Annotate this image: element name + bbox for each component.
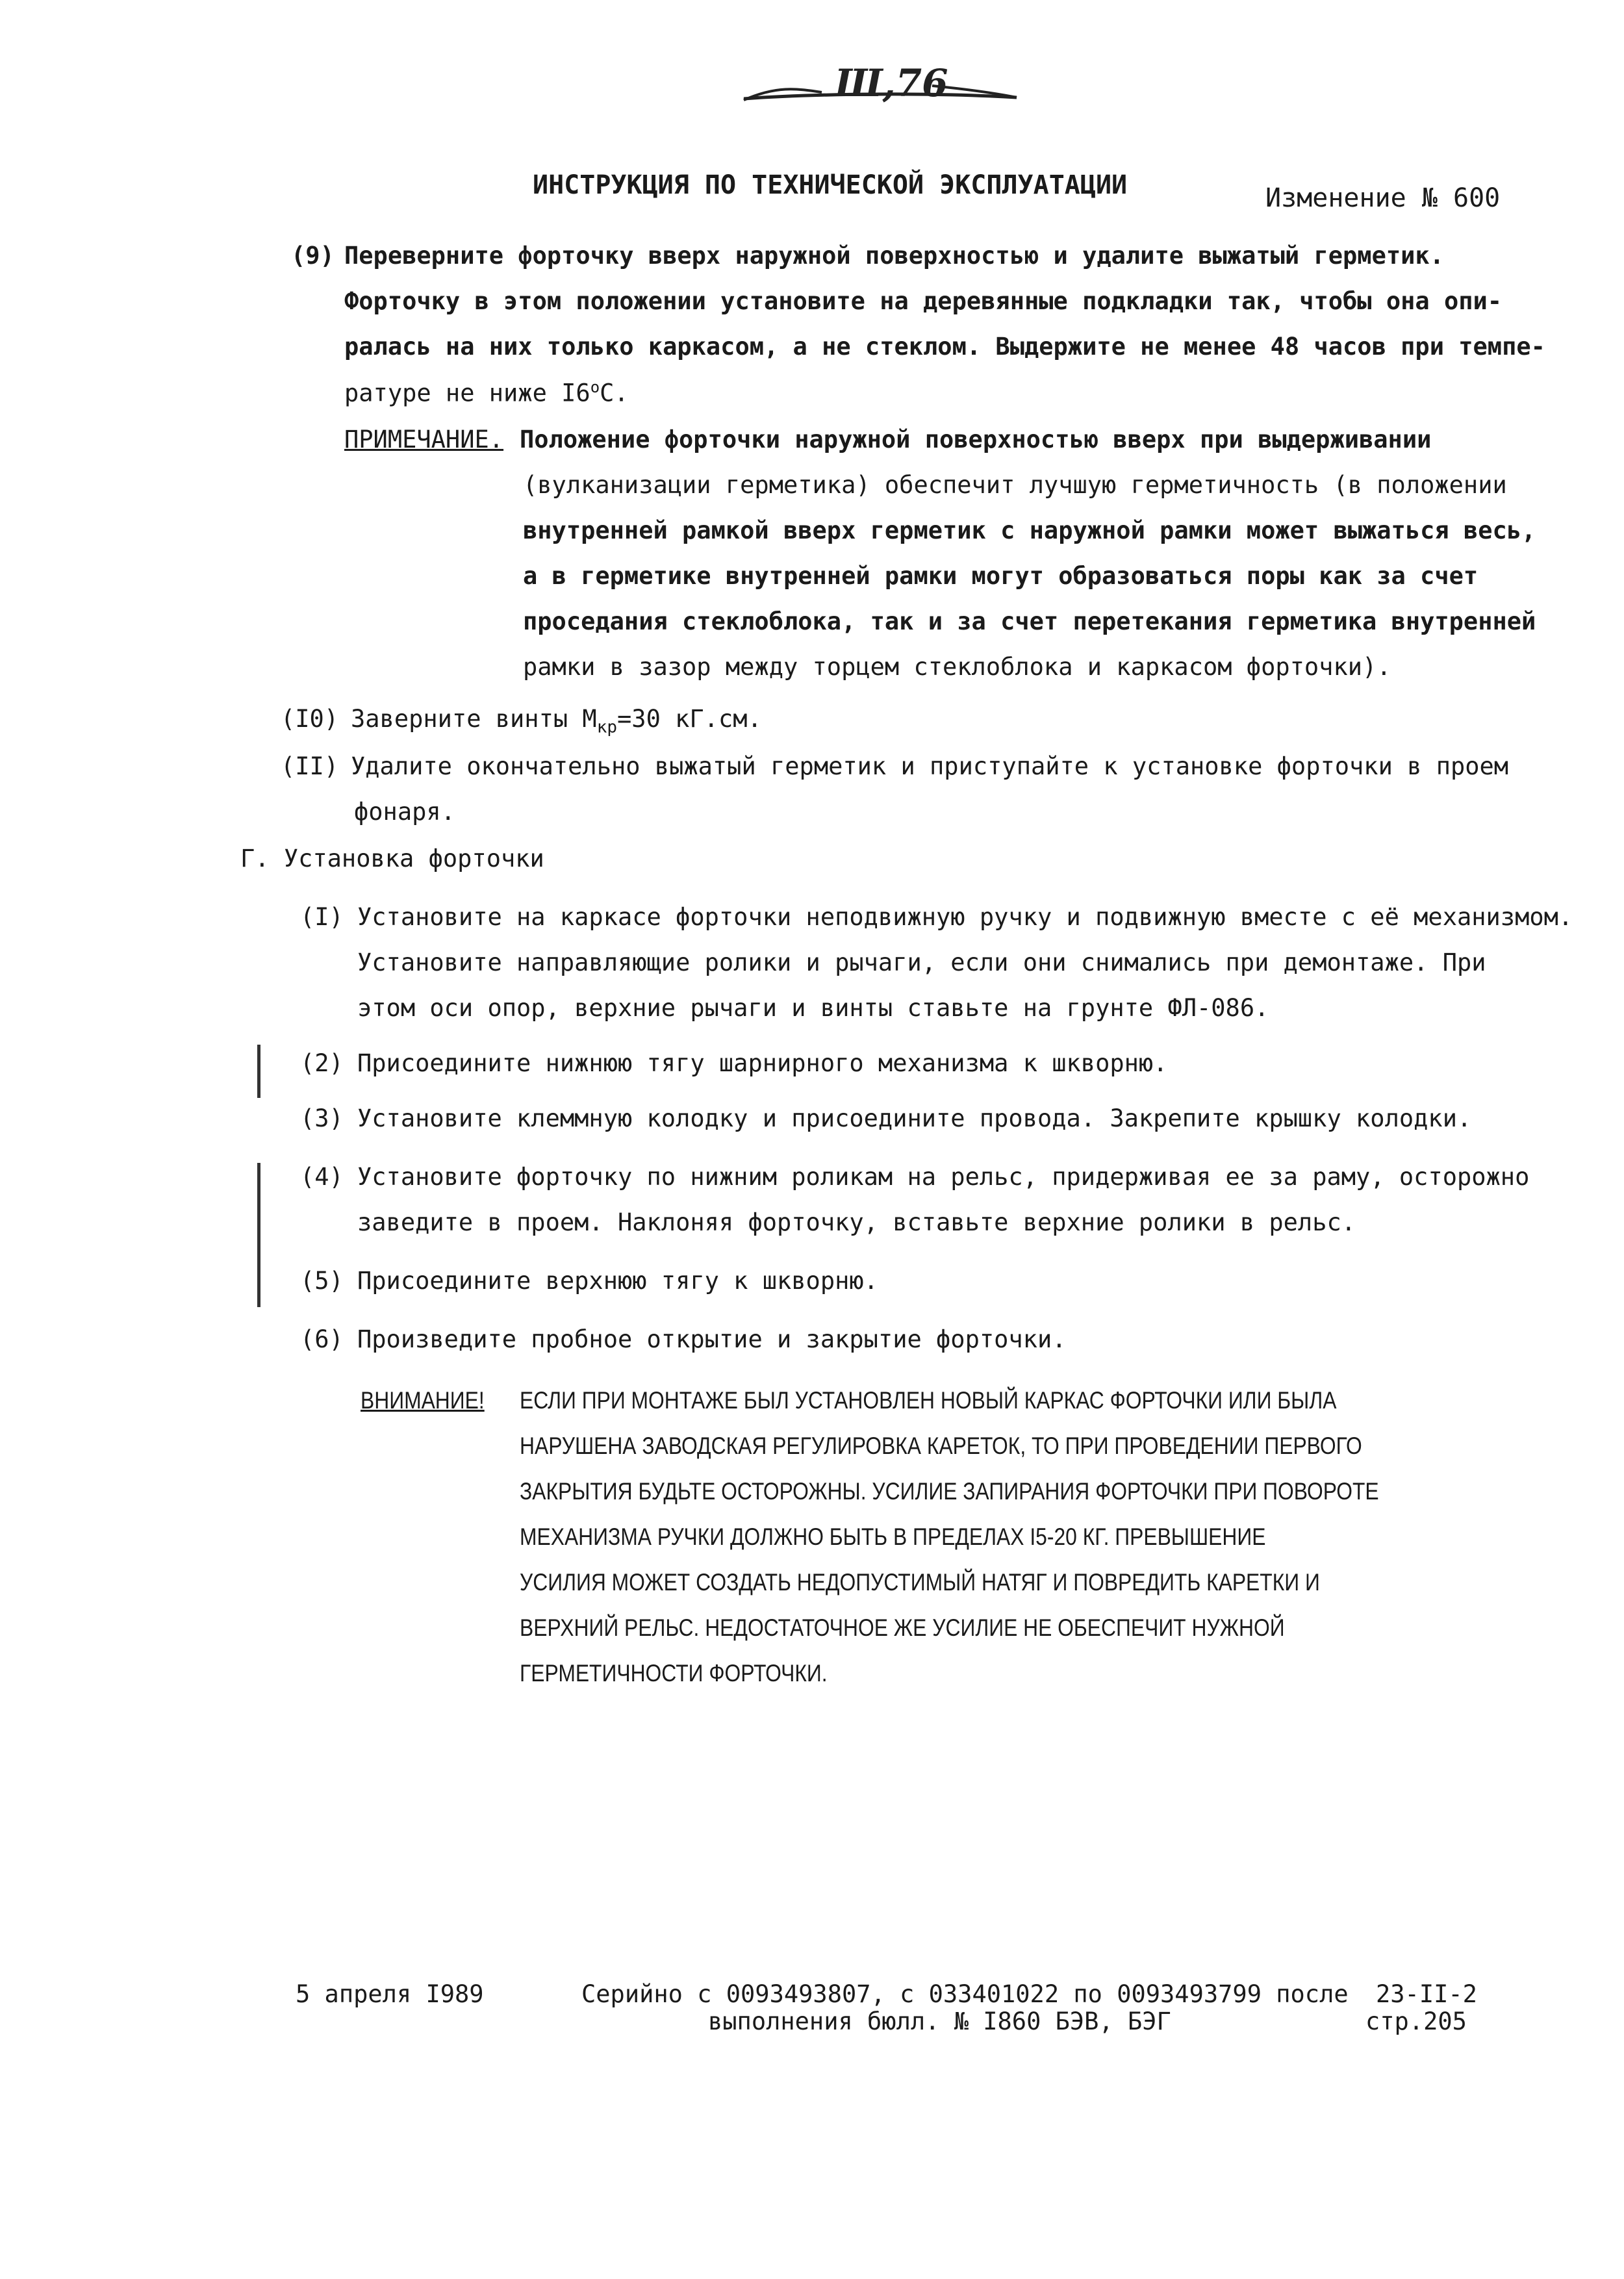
step-text: Переверните форточку вверх наружной поверхностью и удалите выжатый герметик. <box>344 242 1444 270</box>
change-bar <box>257 1045 260 1098</box>
warning-text: УСИЛИЯ МОЖЕТ СОЗДАТЬ НЕДОПУСТИМЫЙ НАТЯГ И ПОВРЕДИТЬ КАРЕТКИ И <box>520 1569 1320 1596</box>
step-number: (I) <box>300 903 344 931</box>
change-number: Изменение № 600 <box>1265 183 1501 213</box>
step-number: (3) <box>300 1104 344 1132</box>
step-text: Установите на каркасе форточки неподвижную ручку и подвижную вместе с её механизмом. <box>357 903 1573 931</box>
footer-serial: выполнения бюлл. № I860 БЭВ, БЭГ <box>708 2007 1171 2035</box>
note-text: внутренней рамкой вверх герметик с наружной рамки может выжаться весь, <box>523 516 1536 544</box>
warning-text: ВЕРХНИЙ РЕЛЬС. НЕДОСТАТОЧНОЕ ЖЕ УСИЛИЕ НЕ ОБЕСПЕЧИТ НУЖНОЙ <box>520 1614 1285 1641</box>
warning-text: МЕХАНИЗМА РУЧКИ ДОЛЖНО БЫТЬ В ПРЕДЕЛАХ I5-20 КГ. ПРЕВЫШЕНИЕ <box>520 1523 1266 1550</box>
step-number: (I0) <box>281 705 339 733</box>
step-number: (II) <box>281 752 339 780</box>
step-text: Установите клеммную колодку и присоедините провода. Закрепите крышку колодки. <box>357 1104 1472 1132</box>
footer-serial: Серийно с 0093493807, с 033401022 по 0093493799 после <box>581 1980 1349 2008</box>
handwritten-page-mark <box>737 60 1023 112</box>
step-text: Форточку в этом положении установите на деревянные подкладки так, чтобы она опи- <box>344 287 1503 315</box>
page-title: ИНСТРУКЦИЯ ПО ТЕХНИЧЕСКОЙ ЭКСПЛУАТАЦИИ <box>533 170 1128 200</box>
warning-text: ЕСЛИ ПРИ МОНТАЖЕ БЫЛ УСТАНОВЛЕН НОВЫЙ КАРКАС ФОРТОЧКИ ИЛИ БЫЛА <box>520 1387 1337 1414</box>
footer-page: стр.205 <box>1365 2007 1467 2035</box>
step-number: (4) <box>300 1163 344 1191</box>
step-text: Присоедините нижнюю тягу шарнирного механизма к шкворню. <box>357 1049 1168 1077</box>
note-label: ПРИМЕЧАНИЕ. <box>344 426 504 453</box>
warning-text: ГЕРМЕТИЧНОСТИ ФОРТОЧКИ. <box>520 1660 828 1687</box>
step-text: Произведите пробное открытие и закрытие форточки. <box>357 1325 1067 1353</box>
step-number: (6) <box>300 1325 344 1353</box>
step-number: (2) <box>300 1049 344 1077</box>
warning-text: ЗАКРЫТИЯ БУДЬТЕ ОСТОРОЖНЫ. УСИЛИЕ ЗАПИРАНИЯ ФОРТОЧКИ ПРИ ПОВОРОТЕ <box>520 1478 1379 1505</box>
footer-date: 5 апреля I989 <box>296 1980 484 2008</box>
step-text: Удалите окончательно выжатый герметик и приступайте к установке форточки в проем <box>351 752 1509 780</box>
change-bar <box>257 1163 260 1307</box>
footer-section: 23-II-2 <box>1376 1980 1477 2008</box>
step-text: ралась на них только каркасом, а не стеклом. Выдержите не менее 48 часов при темпе- <box>344 333 1545 361</box>
step-number: (9) <box>291 242 335 270</box>
step-text: заведите в проем. Наклоняя форточку, вставьте верхние ролики в рельс. <box>357 1208 1356 1236</box>
step-text: Присоедините верхнюю тягу к шкворню. <box>357 1267 878 1295</box>
section-heading: Г. Установка форточки <box>240 845 544 872</box>
handwritten-mark-text: Ш,76 <box>835 61 948 105</box>
note-text: Положение форточки наружной поверхностью вверх при выдерживании <box>520 426 1432 453</box>
warning-text: НАРУШЕНА ЗАВОДСКАЯ РЕГУЛИРОВКА КАРЕТОК, ТО ПРИ ПРОВЕДЕНИИ ПЕРВОГО <box>520 1432 1362 1459</box>
note-text: а в герметике внутренней рамки могут образоваться поры как за счет <box>523 562 1478 590</box>
step-text: Заверните винты $М_{кр}=30$ кГ.см. <box>351 705 762 737</box>
step-text: Установите форточку по нижним роликам на рельс, придерживая ее за раму, осторожно <box>357 1163 1530 1191</box>
step-number: (5) <box>300 1267 344 1295</box>
note-text: рамки в зазор между торцем стеклоблока и каркасом форточки). <box>523 653 1391 681</box>
step-text: фонаря. <box>354 798 455 826</box>
step-text: этом оси опор, верхние рычаги и винты ставьте на грунте ФЛ-086. <box>357 994 1269 1022</box>
step-text: Установите направляющие ролики и рычаги, если они снимались при демонтаже. При <box>357 949 1486 976</box>
step-text: ратуре не ниже $I6^оС$. <box>344 378 629 407</box>
note-text: (вулканизации герметика) обеспечит лучшую герметичность (в положении <box>523 471 1507 499</box>
warning-label: ВНИМАНИЕ! <box>361 1387 485 1414</box>
note-text: проседания стеклоблока, так и за счет перетекания герметика внутренней <box>523 607 1536 635</box>
